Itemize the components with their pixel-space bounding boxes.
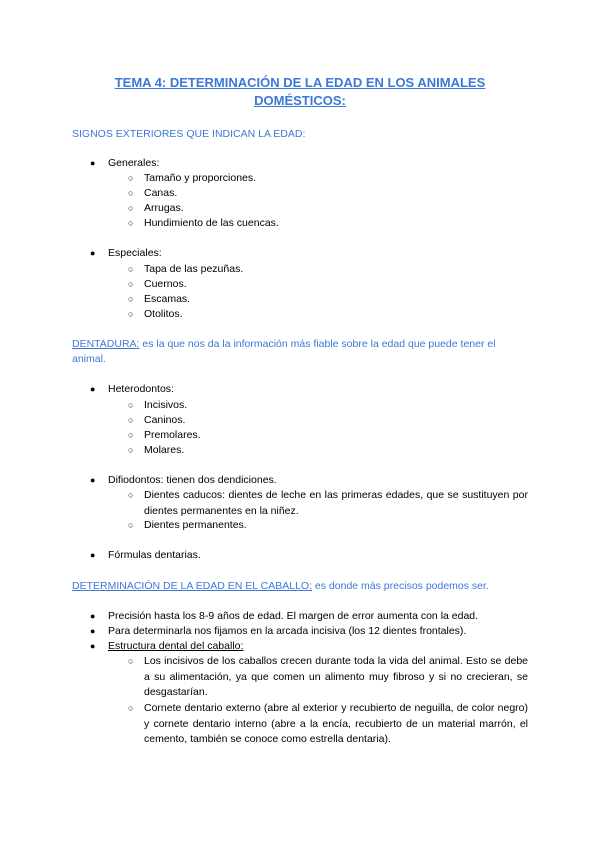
bullet-icon: ●: [90, 611, 96, 621]
sub-item: Molares.: [144, 444, 185, 456]
list-item-formulas: Fórmulas dentarias.: [108, 549, 201, 561]
caballo-paragraph: [72, 579, 489, 594]
circle-bullet-icon: ○: [128, 264, 134, 274]
bullet-icon: ●: [90, 550, 96, 560]
sub-item: Dientes caducos: dientes de leche en las primeras edades, que se sustituyen por dientes permanentes en la niñez.: [144, 489, 528, 517]
page-title-line1: TEMA 4: DETERMINACIÓN DE LA EDAD EN LOS ANIMALES: [114, 75, 486, 90]
dentadura-text: es la que nos da la información más fiable sobre la edad que puede tener el: [139, 338, 496, 350]
circle-bullet-icon: ○: [128, 188, 134, 198]
bullet-icon: ●: [90, 248, 96, 258]
list-item: Para determinarla nos fijamos en la arcada incisiva (los 12 dientes frontales).: [108, 625, 467, 637]
sub-item: Canas.: [144, 187, 178, 199]
bullet-icon: ●: [90, 641, 96, 651]
circle-bullet-icon: ○: [128, 173, 134, 183]
sub-item: Caninos.: [144, 414, 186, 426]
circle-bullet-icon: ○: [128, 279, 134, 289]
circle-bullet-icon: ○: [128, 656, 134, 666]
sub-item: Tapa de las pezuñas.: [144, 263, 244, 275]
page-title-line2: DOMÉSTICOS:: [254, 93, 346, 108]
dentadura-text-cont: animal.: [72, 353, 106, 365]
sub-item: Premolares.: [144, 429, 201, 441]
circle-bullet-icon: ○: [128, 415, 134, 425]
circle-bullet-icon: ○: [128, 203, 134, 213]
caballo-label: DETERMINACIÓN DE LA EDAD EN EL CABALLO:: [72, 580, 313, 592]
sub-item: Cornete dentario externo (abre al exterior y recubierto de neguilla, de color negro) y cornete dentario interno (abre a la encía, recubierto de un material marrón, el cemento, también se conoce como estrella dentaria).: [144, 702, 528, 745]
bullet-icon: ●: [90, 626, 96, 636]
list-item-difiodontos: Difiodontos: tienen dos dendiciones.: [108, 474, 277, 486]
list-item-especiales: Especiales:: [108, 247, 162, 259]
circle-bullet-icon: ○: [128, 490, 134, 500]
circle-bullet-icon: ○: [128, 703, 134, 713]
circle-bullet-icon: ○: [128, 430, 134, 440]
dentadura-paragraph: [72, 337, 496, 352]
bullet-icon: ●: [90, 475, 96, 485]
sub-item: Arrugas.: [144, 202, 184, 214]
list-item-estructura: Estructura dental del caballo:: [108, 640, 244, 652]
list-item-generales: Generales:: [108, 157, 160, 169]
sub-item: Otolitos.: [144, 308, 183, 320]
circle-bullet-icon: ○: [128, 294, 134, 304]
circle-bullet-icon: ○: [128, 218, 134, 228]
sub-item: Incisivos.: [144, 399, 188, 411]
sub-item: Escamas.: [144, 293, 191, 305]
dentadura-label: DENTADURA:: [72, 338, 140, 350]
circle-bullet-icon: ○: [128, 445, 134, 455]
section-heading-signos: SIGNOS EXTERIORES QUE INDICAN LA EDAD:: [72, 128, 306, 140]
sub-item: Cuernos.: [144, 278, 187, 290]
sub-item: Hundimiento de las cuencas.: [144, 217, 279, 229]
circle-bullet-icon: ○: [128, 520, 134, 530]
bullet-icon: ●: [90, 384, 96, 394]
sub-item: Tamaño y proporciones.: [144, 172, 257, 184]
sub-item: Dientes permanentes.: [144, 519, 247, 531]
bullet-icon: ●: [90, 158, 96, 168]
circle-bullet-icon: ○: [128, 309, 134, 319]
caballo-text: es donde más precisos podemos ser.: [312, 580, 489, 592]
circle-bullet-icon: ○: [128, 400, 134, 410]
list-item: Precisión hasta los 8-9 años de edad. El margen de error aumenta con la edad.: [108, 610, 479, 622]
list-item-heterodontos: Heterodontos:: [108, 383, 174, 395]
sub-item: Los incisivos de los caballos crecen durante toda la vida del animal. Esto se debe a su alimentación, ya que comen un alimento muy fibroso y si no crecieran, se desgastarían.: [144, 655, 528, 698]
